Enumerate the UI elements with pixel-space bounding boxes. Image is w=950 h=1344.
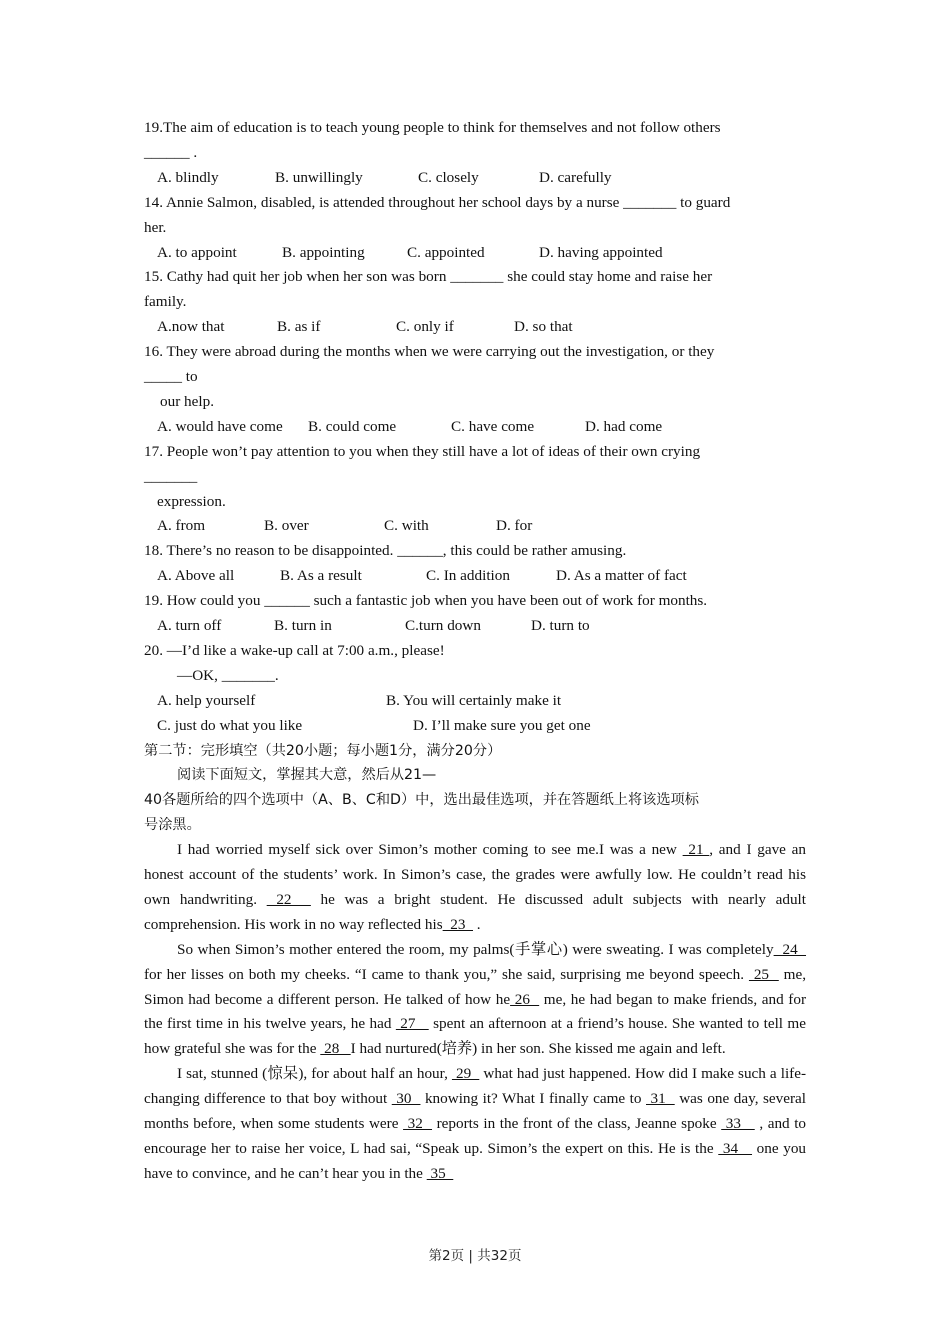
question-17-stem-end: expression. (157, 492, 226, 510)
option-c[interactable]: C. closely (418, 168, 479, 186)
option-b[interactable]: B. appointing (282, 243, 365, 261)
question-14-stem-end: her. (144, 218, 167, 236)
option-b[interactable]: B. could come (308, 417, 397, 435)
option-d[interactable]: D. I’ll make sure you get one (413, 716, 591, 734)
blank-25[interactable]: 25 (748, 965, 779, 983)
blank-24[interactable]: 24 (773, 940, 807, 958)
question-19a-stem: 19.The aim of education is to teach young people to think for themselves and not follow others (144, 119, 721, 136)
option-d[interactable]: D. turn to (531, 617, 590, 635)
blank-30[interactable]: 30 (391, 1090, 421, 1108)
option-c[interactable]: C. only if (396, 318, 454, 336)
question-14-stem: 14. Annie Salmon, disabled, is attended throughout her school days by a nurse _______ to guard (144, 193, 731, 211)
option-a[interactable]: A. to appoint (157, 243, 237, 261)
option-c[interactable]: C. just do what you like (157, 716, 303, 734)
option-a[interactable]: A. turn off (157, 617, 222, 635)
option-a[interactable]: A. Above all (157, 567, 235, 585)
option-b[interactable]: B. as if (277, 318, 321, 336)
document-page (144, 116, 806, 1187)
option-d[interactable]: D. having appointed (539, 243, 663, 261)
option-a[interactable]: A.now that (157, 318, 225, 336)
option-b[interactable]: B. You will certainly make it (386, 691, 562, 709)
passage-paragraph-2: So when Simon’s mother entered the room, my palms(手掌心) were sweating. I was completely 24 for her lisses on both my cheeks. “I came to thank you,” she said, surprising me beyond speech. 25 me, Simon had become a different person. He talked of how he 26 me, he had began to make friends, and for the first time in his twelve years, he had 27 spent an afternoon at a friend’s house. She wanted to tell me how grateful she was for the 28 I had nurtured(培养) in her son. She kissed me again and left. (144, 940, 807, 1058)
blank-22[interactable]: 22 (266, 890, 311, 908)
section-instructions-line2: 40各题所给的四个选项中（A、B、C和D）中，选出最佳选项，并在答题纸上将该选项标 (144, 792, 699, 809)
question-19a-options (157, 166, 806, 191)
option-d[interactable]: D. so that (514, 318, 573, 336)
blank-33[interactable]: 33 (721, 1115, 755, 1133)
question-19b-options (157, 614, 806, 639)
blank-27[interactable]: 27 (395, 1015, 429, 1033)
section-heading: 第二节：完形填空（共20小题；每小题1分，满分20分） (144, 742, 502, 759)
question-16-stem: 16. They were abroad during the months when we were carrying out the investigation, or they (144, 343, 715, 361)
option-d[interactable]: D. had come (585, 417, 663, 435)
option-c[interactable]: C.turn down (405, 617, 481, 635)
question-14-options (157, 241, 806, 266)
question-15-options (157, 315, 806, 340)
question-20-options-row1 (157, 689, 806, 714)
option-c[interactable]: C. have come (451, 417, 535, 435)
blank-28[interactable]: 28 (320, 1040, 351, 1058)
option-d[interactable]: D. carefully (539, 168, 612, 186)
option-b[interactable]: B. unwillingly (275, 168, 363, 186)
option-b[interactable]: B. over (264, 517, 309, 535)
blank-21[interactable]: 21 (682, 841, 710, 859)
question-16-options (157, 415, 806, 440)
blank-23[interactable]: 23 (442, 915, 473, 933)
question-15-stem: 15. Cathy had quit her job when her son was born _______ she could stay home and raise her (144, 268, 713, 286)
option-b[interactable]: B. turn in (274, 617, 332, 635)
question-19b-stem: 19. How could you ______ such a fantastic job when you have been out of work for months. (144, 592, 708, 610)
question-17-stem: 17. People won’t pay attention to you when they still have a lot of ideas of their own crying (144, 442, 701, 460)
passage-paragraph-1: I had worried myself sick over Simon’s mother coming to see me.I was a new 21 , and I gave an honest account of the students’ work. In Simon’s case, the grades were awfully low. He couldn’t read his own handwriting. 22 he was a bright student. He discussed adult subjects with nearly adult comprehension. His work in no way reflected his 23 . (144, 841, 806, 933)
option-d[interactable]: D. for (496, 517, 533, 535)
option-a[interactable]: A. help yourself (157, 691, 256, 709)
question-20-options-row2 (157, 714, 806, 739)
option-a[interactable]: A. from (157, 517, 206, 535)
question-18-stem: 18. There’s no reason to be disappointed. ______, this could be rather amusing. (144, 542, 627, 560)
question-16-stem-end: our help. (160, 392, 214, 410)
blank-34[interactable]: 34 (718, 1140, 753, 1158)
section-instructions-line1: 阅读下面短文，掌握其大意，然后从21— (177, 767, 437, 784)
question-20-stem: 20. —I’d like a wake-up call at 7:00 a.m., please! (144, 641, 445, 659)
question-20-reply: —OK, _______. (177, 666, 279, 684)
blank-31[interactable]: 31 (646, 1090, 675, 1108)
blank-32[interactable]: 32 (403, 1115, 433, 1133)
option-a[interactable]: A. blindly (157, 168, 219, 186)
question-18-options (157, 564, 806, 589)
question-16-blank-line: _____ to (144, 368, 198, 386)
question-15-stem-end: family. (144, 293, 187, 311)
blank-26[interactable]: 26 (510, 990, 540, 1008)
question-17-blank-line: _______ (144, 467, 198, 485)
passage-paragraph-3: I sat, stunned (惊呆), for about half an hour, 29 what had just happened. How did I make such a life-changing difference to that boy without 30 knowing it? What I finally came to 31 was one day, several months before, when some students were 32 reports in the front of the class, Jeanne spoke 33 , and to encourage her to raise her voice, L had sai, “Speak up. Simon’s the expert on this. He is the 34 one you have to convince, and he can’t hear you in the 35 (144, 1065, 807, 1182)
option-a[interactable]: A. would have come (157, 417, 283, 435)
blank-35[interactable]: 35 (426, 1164, 454, 1182)
question-17-options (157, 514, 806, 539)
option-c[interactable]: C. with (384, 517, 429, 535)
option-c[interactable]: C. appointed (407, 243, 485, 261)
blank-29[interactable]: 29 (451, 1065, 480, 1083)
page-footer: 第2页 | 共32页 (428, 1248, 522, 1264)
option-b[interactable]: B. As a result (280, 567, 362, 585)
question-19a-blank-line: ______ . (144, 143, 198, 161)
option-d[interactable]: D. As a matter of fact (556, 567, 687, 585)
section-instructions-line3: 号涂黑。 (144, 817, 201, 834)
option-c[interactable]: C. In addition (426, 567, 510, 585)
